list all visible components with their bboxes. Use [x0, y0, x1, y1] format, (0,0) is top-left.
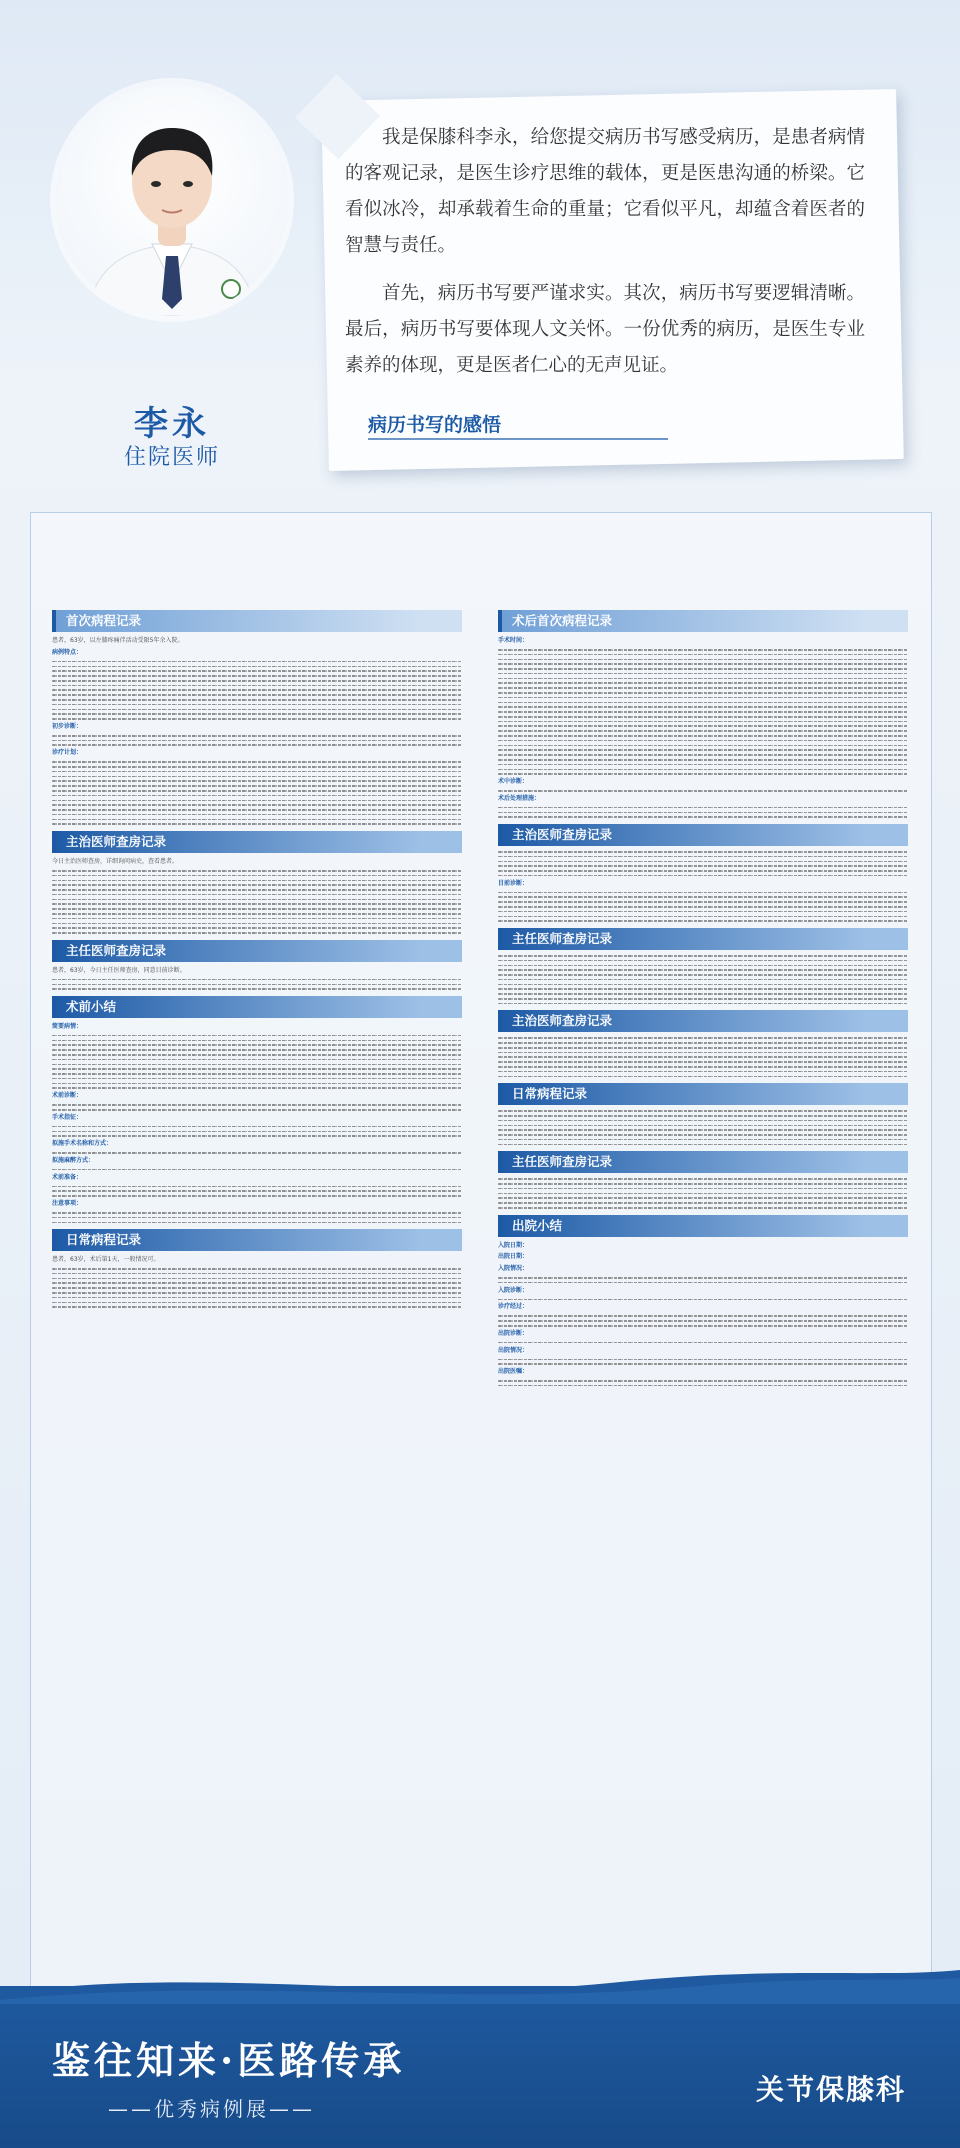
- section-daily-course: 日常病程记录: [52, 1229, 462, 1251]
- label-admission-condition: 入院情况：: [498, 1265, 529, 1273]
- text-block: [52, 979, 462, 990]
- section-preop-summary: 术前小结: [52, 996, 462, 1018]
- chief-rounds-lead: 患者，63岁，今日主任医师查房，同意目前诊断。: [52, 966, 186, 974]
- attending-rounds-lead: 今日主治医师查房，详细询问病史，查看患者。: [52, 858, 179, 865]
- text-block: [498, 1178, 908, 1208]
- text-block: [498, 955, 908, 1004]
- label-discharge-condition: 出院情况：: [498, 1346, 529, 1354]
- label-current-diagnosis: 目前诊断：: [498, 879, 529, 887]
- text-block: [498, 1299, 908, 1301]
- daily-course-lead: 患者，63岁，术后第1天，一般情况可。: [52, 1256, 160, 1264]
- footer-title: 鉴往知来·医路传承: [52, 2038, 406, 2083]
- doctor-name: 李永: [134, 404, 210, 444]
- label-intraop-diagnosis: 术中诊断：: [498, 778, 529, 786]
- label-brief-condition: 简要病情：: [52, 1022, 83, 1030]
- section-first-course: 首次病程记录: [52, 610, 462, 632]
- label-case-features: 病例特点：: [52, 648, 83, 656]
- first-course-lead: 患者，63岁，以左膝疼痛伴活动受限5年余入院。: [52, 637, 184, 644]
- text-block: [52, 1169, 462, 1171]
- label-planned-surgery: 拟施手术名称和方式：: [52, 1140, 113, 1148]
- label-postop-measures: 术后处理措施：: [498, 794, 541, 802]
- text-block: [52, 761, 462, 825]
- label-precautions: 注意事项：: [52, 1199, 83, 1207]
- label-admission-date: 入院日期：: [498, 1241, 529, 1249]
- text-block: [498, 1110, 908, 1145]
- right-column: [498, 604, 908, 1390]
- label-discharge-orders: 出院医嘱：: [498, 1368, 529, 1376]
- text-block: [498, 892, 908, 922]
- text-block: [498, 1359, 908, 1365]
- label-preop-prep: 术前准备：: [52, 1173, 83, 1181]
- text-block: [52, 1126, 462, 1137]
- text-block: [498, 1342, 908, 1344]
- footer-subtitle: ——优秀病例展——: [108, 2097, 315, 2121]
- text-block: [52, 1104, 462, 1110]
- profile-section: [0, 0, 960, 505]
- section-chief-rounds-3: 主任医师查房记录: [498, 1151, 908, 1173]
- text-block: [498, 851, 908, 877]
- label-discharge-diagnosis: 出院诊断：: [498, 1329, 529, 1337]
- left-column: [52, 604, 462, 1311]
- section-postop-first-course: 术后首次病程记录: [498, 610, 908, 632]
- text-block: [498, 807, 908, 818]
- text-block: [498, 1277, 908, 1283]
- reflection-paragraph-1: 我是保膝科李永，给您提交病历书写感受病历，是患者病情的客观记录，是医生诊疗思维的载体，更是医患沟通的桥梁。它看似冰冷，却承载着生命的重量；它看似平凡，却蕴含着医者的智慧与责任。: [345, 127, 865, 256]
- label-admission-diagnosis: 入院诊断：: [498, 1286, 529, 1294]
- doctor-role: 住院医师: [123, 445, 220, 470]
- label-discharge-date: 出院日期：: [498, 1253, 529, 1261]
- section-chief-rounds-2: 主任医师查房记录: [498, 928, 908, 950]
- section-daily-course-2: 日常病程记录: [498, 1083, 908, 1105]
- label-treatment-course: 诊疗经过：: [498, 1303, 529, 1311]
- text-block: [498, 649, 908, 775]
- text-block: [52, 1186, 462, 1197]
- text-block: [52, 1268, 462, 1308]
- section-attending-rounds-3: 主治医师查房记录: [498, 1010, 908, 1032]
- text-block: [52, 1152, 462, 1154]
- reflection-paragraph-2: 首先，病历书写要严谨求实。其次，病历书写要逻辑清晰。最后，病历书写要体现人文关怀。一份优秀的病历，是医生专业素养的体现，更是医者仁心的无声见证。: [345, 283, 865, 376]
- reflection-tag: 病历书写的感悟: [368, 414, 502, 436]
- section-discharge-summary: 出院小结: [498, 1215, 908, 1237]
- label-anesthesia: 拟施麻醉方式：: [52, 1156, 95, 1164]
- label-surgery-time: 手术时间：: [498, 637, 529, 644]
- doctor-photo: [56, 84, 288, 316]
- text-block: [52, 1035, 462, 1089]
- reflection-underline: [368, 438, 668, 440]
- reflection-text: [345, 120, 865, 396]
- text-block: [498, 790, 908, 792]
- text-block: [52, 735, 462, 746]
- footer-department: 关节保膝科: [755, 2073, 906, 2106]
- text-block: [498, 1315, 908, 1326]
- text-block: [52, 661, 462, 720]
- label-surgery-indication: 手术指征：: [52, 1113, 83, 1121]
- footer-wave: [0, 1964, 960, 2004]
- text-block: [498, 1380, 908, 1386]
- text-block: [52, 870, 462, 934]
- section-attending-rounds: 主治医师查房记录: [52, 831, 462, 853]
- label-preop-diagnosis: 术前诊断：: [52, 1092, 83, 1100]
- section-attending-rounds-2: 主治医师查房记录: [498, 824, 908, 846]
- label-initial-diagnosis: 初步诊断：: [52, 722, 83, 730]
- label-treatment-plan: 诊疗计划：: [52, 749, 83, 757]
- section-chief-rounds: 主任医师查房记录: [52, 940, 462, 962]
- text-block: [52, 1212, 462, 1223]
- text-block: [498, 1037, 908, 1077]
